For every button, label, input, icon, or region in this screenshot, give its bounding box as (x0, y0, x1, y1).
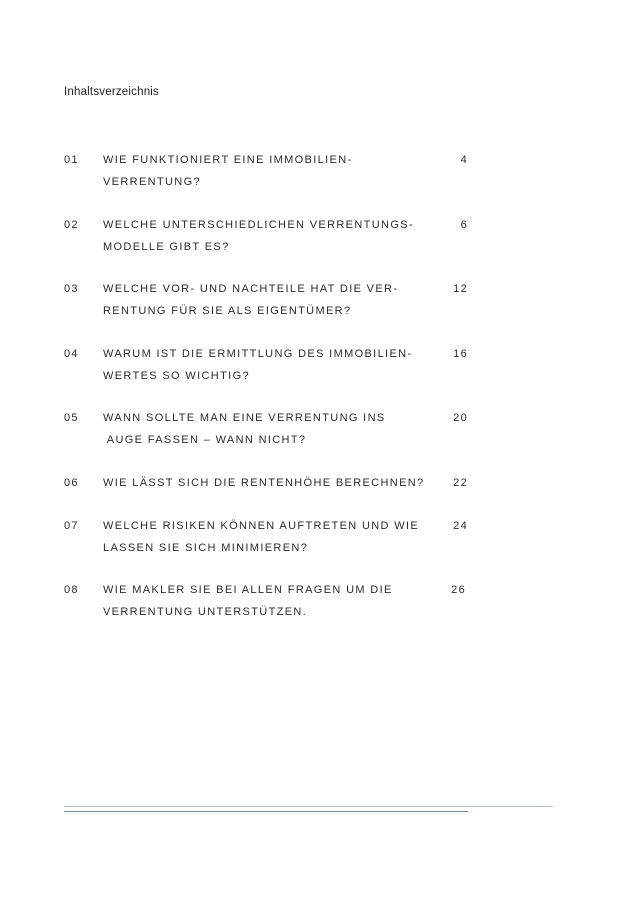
toc-title (103, 472, 433, 494)
page-title: Inhaltsverzeichnis (64, 86, 160, 98)
toc-title (103, 407, 433, 451)
toc-title (103, 343, 433, 387)
toc-entry-02[interactable] (64, 214, 484, 279)
toc-title-line: WIE LÄSST SICH DIE RENTENHÖHE BERECHNEN? (103, 476, 425, 489)
toc-title-line: RENTUNG FÜR SIE ALS EIGENTÜMER? (103, 305, 352, 317)
toc-title-line: LASSEN SIE SICH MINIMIEREN? (103, 541, 309, 554)
toc-title-line: VERRENTUNG? (103, 176, 201, 188)
toc-page-number: 24 (453, 519, 468, 532)
toc-number: 06 (64, 476, 79, 489)
toc-number: 05 (64, 412, 79, 424)
toc-title-line: AUGE FASSEN – WANN NICHT? (103, 434, 307, 446)
toc-entry-04[interactable] (64, 343, 484, 408)
toc-page-number: 12 (453, 283, 468, 295)
toc-entry-08[interactable] (64, 579, 484, 644)
table-of-contents (64, 149, 484, 644)
toc-page-number: 26 (451, 584, 466, 596)
toc-page-number: 4 (460, 154, 468, 166)
toc-page-number: 6 (460, 218, 468, 231)
toc-entry-05[interactable] (64, 407, 484, 472)
toc-page-number: 16 (453, 347, 468, 360)
toc-title (103, 149, 433, 193)
toc-title-line: WELCHE RISIKEN KÖNNEN AUFTRETEN UND WIE (103, 519, 420, 532)
toc-title (103, 214, 433, 258)
toc-title-line: WELCHE VOR- UND NACHTEILE HAT DIE VER- (103, 283, 399, 295)
toc-title (103, 278, 433, 322)
toc-entry-07[interactable] (64, 515, 484, 580)
toc-entry-06[interactable] (64, 472, 484, 515)
toc-title-line: WELCHE UNTERSCHIEDLICHEN VERRENTUNGS- (103, 218, 414, 231)
toc-entry-01[interactable] (64, 149, 484, 214)
toc-page-number: 20 (453, 412, 468, 424)
toc-number: 07 (64, 519, 79, 532)
toc-title (103, 579, 433, 623)
toc-number: 01 (64, 154, 79, 166)
toc-number: 04 (64, 347, 79, 360)
toc-title-line: WIE FUNKTIONIERT EINE IMMOBILIEN- (103, 154, 353, 166)
toc-title (103, 515, 433, 559)
toc-title-line: WERTES SO WICHTIG? (103, 369, 250, 382)
toc-title-line: WARUM IST DIE ERMITTLUNG DES IMMOBILIEN- (103, 347, 413, 360)
footer-divider-dark (64, 811, 468, 812)
toc-title-line: MODELLE GIBT ES? (103, 240, 230, 253)
toc-title-line: WANN SOLLTE MAN EINE VERRENTUNG INS (103, 412, 386, 424)
footer-divider-light (64, 806, 553, 807)
toc-title-line: VERRENTUNG UNTERSTÜTZEN. (103, 606, 308, 618)
toc-number: 08 (64, 584, 79, 596)
toc-page-number: 22 (453, 476, 468, 489)
toc-entry-03[interactable] (64, 278, 484, 343)
toc-number: 03 (64, 283, 79, 295)
toc-title-line: WIE MAKLER SIE BEI ALLEN FRAGEN UM DIE (103, 584, 393, 596)
toc-number: 02 (64, 218, 79, 231)
